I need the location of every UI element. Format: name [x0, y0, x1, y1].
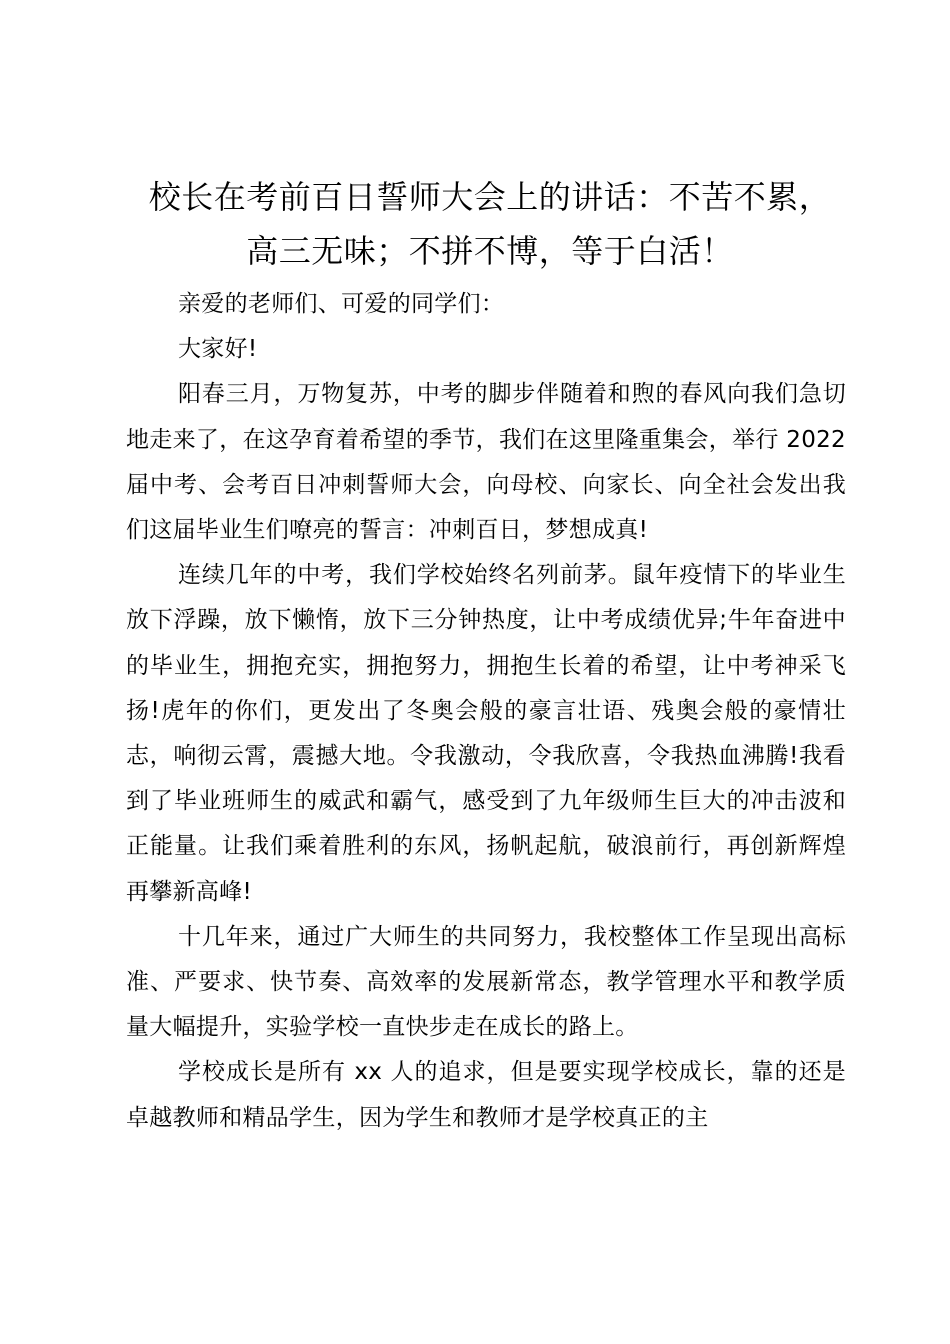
- document-title: [110, 170, 870, 278]
- paragraph: 连续几年的中考，我们学校始终名列前茅。鼠年疫情下的毕业生放下浮躁，放下懒惰，放下三分钟热度，让中考成绩优异;牛年奋进中的毕业生，拥抱充实，拥抱努力，拥抱生长着的希望，让中考神采飞扬!虎年的你们，更发出了冬奥会般的豪言壮语、残奥会般的豪情壮志，响彻云霄，震撼大地。令我激动，令我欣喜，令我热血沸腾!我看到了毕业班师生的威武和霸气，感受到了九年级师生巨大的冲击波和正能量。让我们乘着胜利的东风，扬帆起航，破浪前行，再创新辉煌再攀新高峰!: [126, 562, 846, 905]
- title-line-2: 高三无味；不拼不博，等于白活！: [246, 232, 734, 270]
- paragraph: 十几年来，通过广大师生的共同努力，我校整体工作呈现出高标准、严要求、快节奏、高效率的发展新常态，教学管理水平和教学质量大幅提升，实验学校一直快步走在成长的路上。: [126, 923, 846, 1041]
- title-line-1: 校长在考前百日誓师大会上的讲话：不苦不累，: [148, 178, 832, 216]
- salutation: 亲爱的老师们、可爱的同学们：: [178, 291, 505, 317]
- paragraph: 学校成长是所有 xx 人的追求，但是要实现学校成长，靠的还是卓越教师和精品学生，因为学生和教师才是学校真正的主: [126, 1059, 846, 1131]
- paragraph: 阳春三月，万物复苏，中考的脚步伴随着和煦的春风向我们急切地走来了，在这孕育着希望的季节，我们在这里隆重集会，举行 2022 届中考、会考百日冲刺誓师大会，向母校、向家长、向全社会发出我们这届毕业生们嘹亮的誓言：冲刺百日，梦想成真!: [126, 381, 846, 544]
- greeting: 大家好!: [178, 336, 258, 363]
- document-body: [126, 282, 846, 1141]
